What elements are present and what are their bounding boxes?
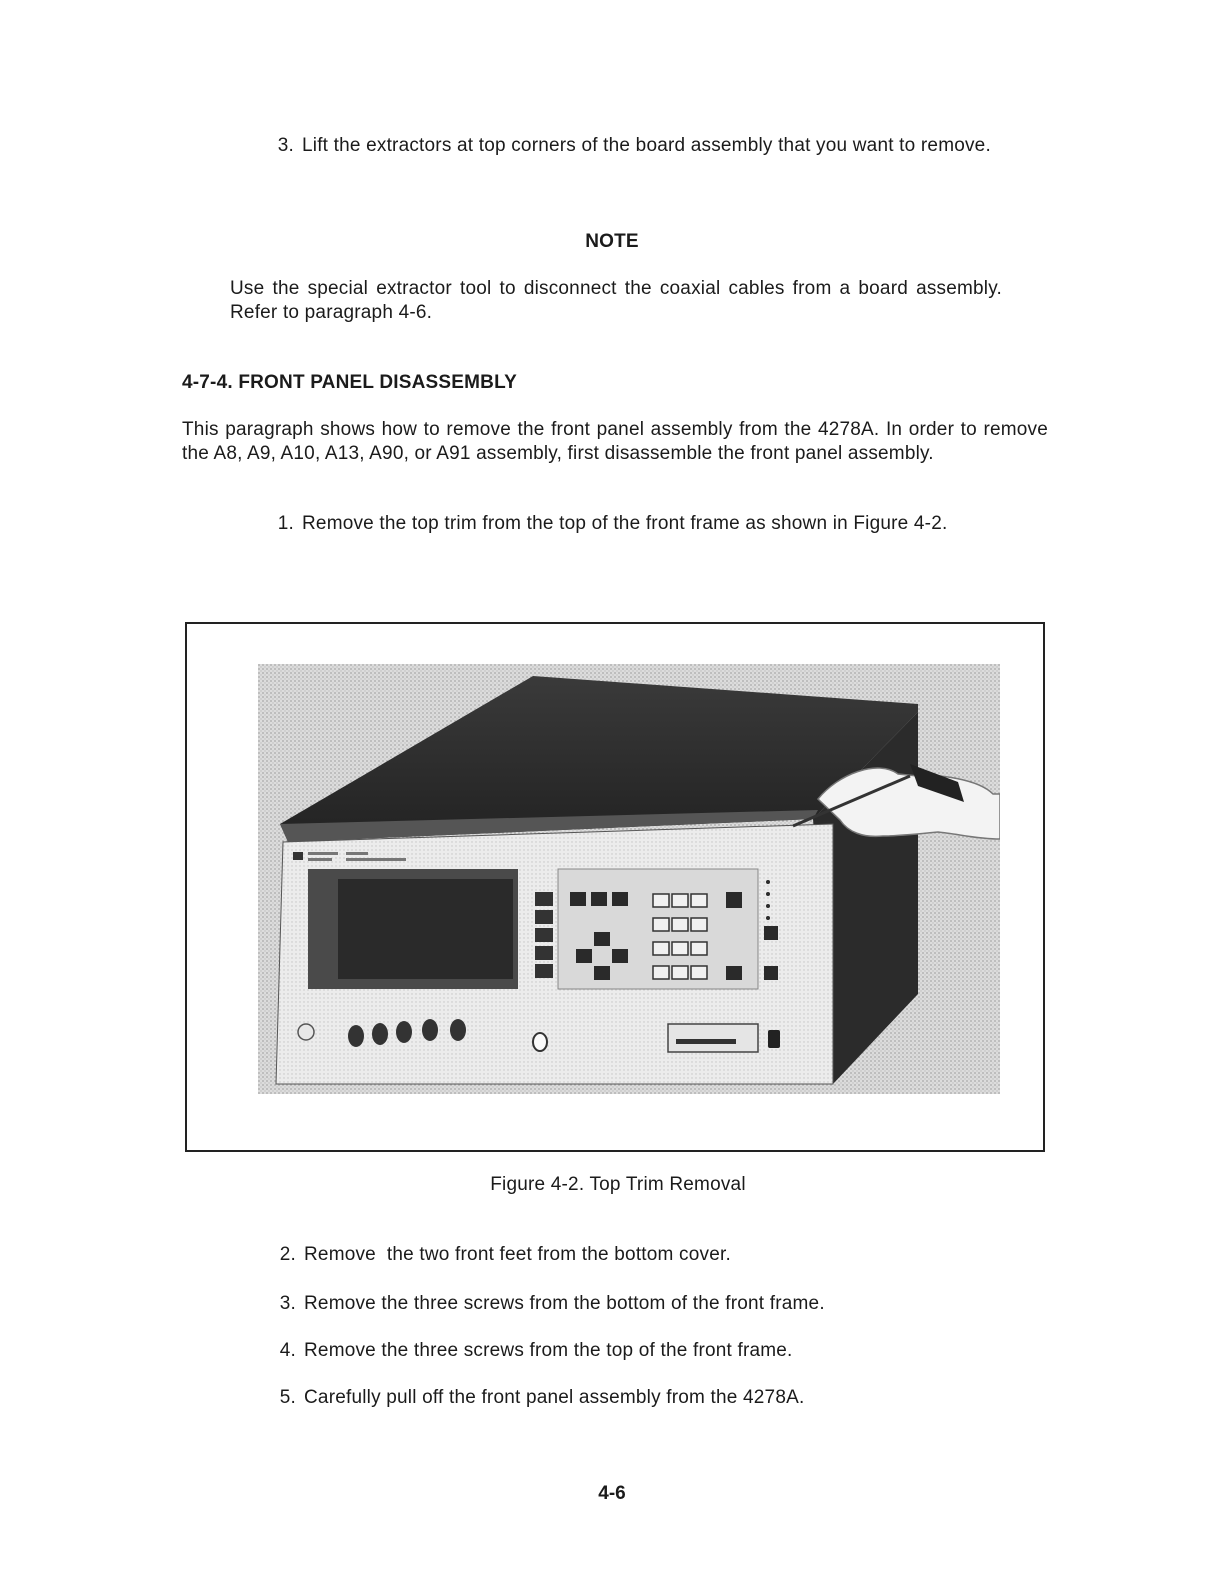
note-title: NOTE	[585, 231, 639, 252]
step-text: Remove the three screws from the bottom of the front frame.	[304, 1293, 825, 1314]
step-number: 5.	[279, 1387, 296, 1408]
softkey-column	[535, 892, 553, 978]
section-heading: 4-7-4. FRONT PANEL DISASSEMBLY	[182, 372, 518, 393]
figure-caption: Figure 4-2. Top Trim Removal	[490, 1174, 746, 1195]
contrast-knob	[533, 1033, 547, 1051]
step-text: Remove the top trim from the top of the front frame as shown in Figure 4-2.	[302, 513, 948, 534]
step-text: Remove the two front feet from the bottom cover.	[304, 1244, 731, 1265]
display-screen	[338, 879, 513, 979]
step-number: 1.	[277, 513, 294, 534]
step-number: 4.	[279, 1340, 296, 1361]
step-text: Carefully pull off the front panel assembly from the 4278A.	[304, 1387, 805, 1408]
note-text: Use the special extractor tool to disconnect the coaxial cables from a board assembly. Refer to paragraph 4-6.	[230, 278, 1002, 323]
power-switch	[298, 1024, 314, 1040]
hp-logo	[293, 852, 303, 860]
step-number: 2.	[279, 1244, 296, 1265]
step-number: 3.	[279, 1293, 296, 1314]
memory-card-slot	[668, 1024, 758, 1052]
eject-button	[768, 1030, 780, 1048]
page-number: 4-6	[598, 1483, 626, 1504]
memory-card-slot-opening	[676, 1039, 736, 1044]
instrument-photo	[258, 664, 1000, 1094]
step-number: 3.	[277, 135, 294, 156]
step-text: Remove the three screws from the top of the front frame.	[304, 1340, 793, 1361]
section-intro: This paragraph shows how to remove the front panel assembly from the 4278A. In order to remove the A8, A9, A10, A13, A90, or A91 assembly, first disassemble the front panel assembly.	[182, 419, 1048, 464]
step-text: Lift the extractors at top corners of the board assembly that you want to remove.	[302, 135, 991, 156]
